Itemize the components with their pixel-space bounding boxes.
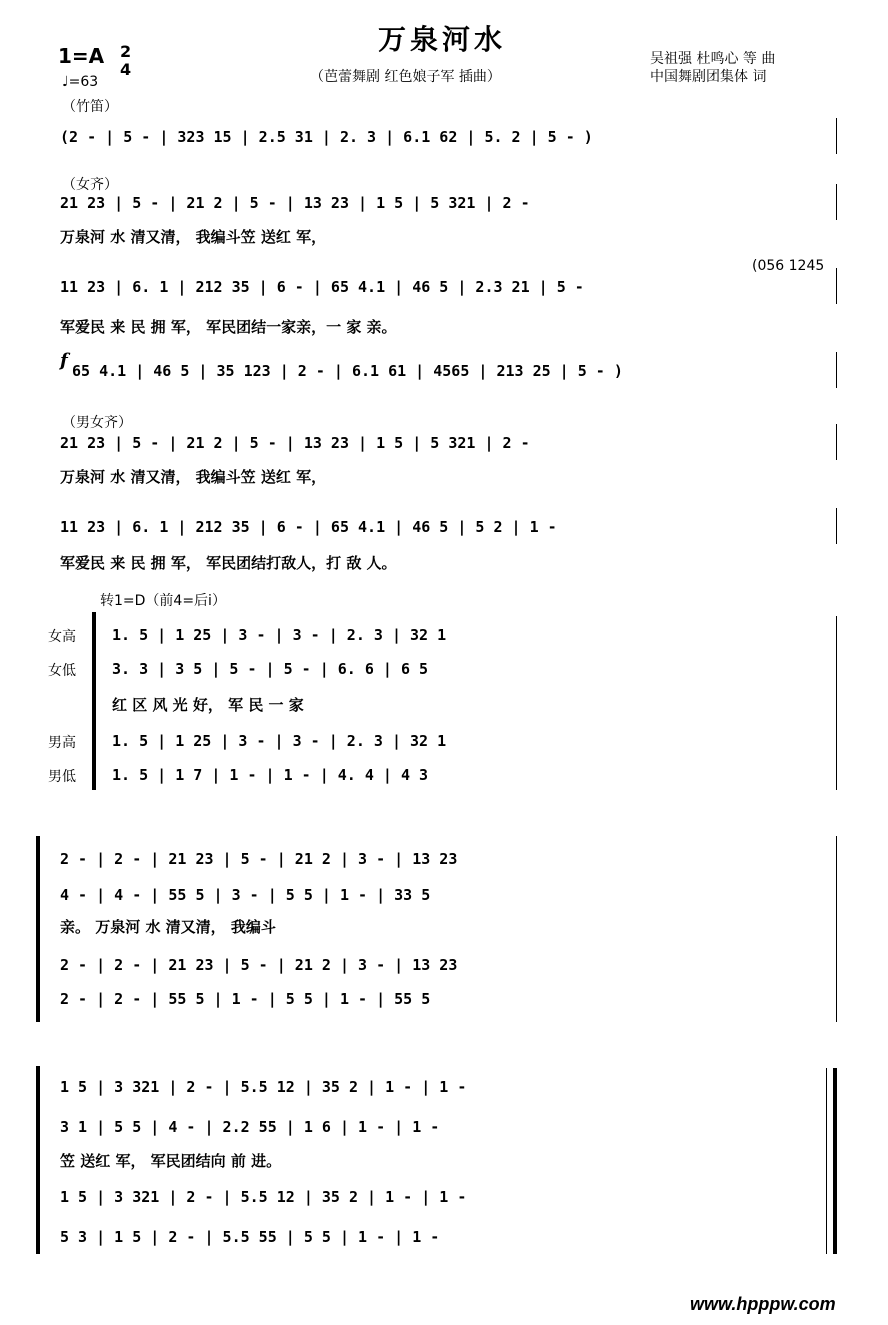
part-label-women-high: 女高 — [48, 629, 76, 645]
instrument-label: （竹笛） — [62, 99, 118, 115]
composer-credit: 吴祖强 杜鸣心 等 曲 — [650, 51, 776, 67]
barline — [836, 508, 837, 544]
notation-line: 1. 5 | 1 25 | 3 - | 3 - | 2. 3 | 32 1 — [112, 732, 447, 750]
notation-line: 1 5 | 3 321 | 2 - | 5.5 12 | 35 2 | 1 - | 1 - — [60, 1078, 467, 1096]
notation-line: 11 23 | 6. 1 | 212 35 | 6 - | 65 4.1 | 46 5 | 2.3 21 | 5 - — [60, 278, 584, 296]
notation-line: 1. 5 | 1 25 | 3 - | 3 - | 2. 3 | 32 1 — [112, 626, 447, 644]
lyric-line: 军爱民 来 民 拥 军， 军民团结打敌人，打 敌 人。 — [60, 554, 397, 572]
barline — [836, 836, 837, 1022]
notation-tail: (056 1245 — [752, 258, 825, 274]
barline — [836, 118, 837, 154]
final-barline-thick — [833, 1068, 837, 1254]
part-label-female-unison: （女齐） — [62, 177, 118, 193]
notation-line: 2 - | 2 - | 55 5 | 1 - | 5 5 | 1 - | 55 5 — [60, 990, 431, 1008]
lyric-line: 笠 送红 军， 军民团结向 前 进。 — [60, 1152, 282, 1170]
lyric-line: 万泉河 水 清又清， 我编斗笠 送红 军， — [60, 228, 327, 246]
notation-line: 4 - | 4 - | 55 5 | 3 - | 5 5 | 1 - | 33 5 — [60, 886, 431, 904]
barline — [836, 268, 837, 304]
notation-intro-line: (2 - | 5 - | 323 15 | 2.5 31 | 2. 3 | 6.1 62 | 5. 2 | 5 - ) — [60, 128, 593, 146]
system-bracket — [36, 836, 40, 1022]
notation-line: 1. 5 | 1 7 | 1 - | 1 - | 4. 4 | 4 3 — [112, 766, 429, 784]
barline — [836, 424, 837, 460]
notation-line: 3. 3 | 3 5 | 5 - | 5 - | 6. 6 | 6 5 — [112, 660, 429, 678]
watermark: www.hpppw.com — [690, 1294, 836, 1314]
barline — [836, 616, 837, 790]
system-bracket — [36, 1066, 40, 1254]
notation-line: 21 23 | 5 - | 21 2 | 5 - | 13 23 | 1 5 | 5 321 | 2 - — [60, 194, 530, 212]
subtitle: （芭蕾舞剧 红色娘子军 插曲） — [310, 69, 501, 85]
tempo-marking: ♩=63 — [62, 74, 99, 90]
final-barline-thin — [826, 1068, 827, 1254]
part-label-mixed-unison: （男女齐） — [62, 415, 132, 431]
barline — [836, 184, 837, 220]
lyric-line: 万泉河 水 清又清， 我编斗笠 送红 军， — [60, 468, 327, 486]
notation-line: 1 5 | 3 321 | 2 - | 5.5 12 | 35 2 | 1 - | 1 - — [60, 1188, 467, 1206]
notation-line: 5 3 | 1 5 | 2 - | 5.5 55 | 5 5 | 1 - | 1 - — [60, 1228, 440, 1246]
part-label-women-low: 女低 — [48, 663, 76, 679]
notation-line: 65 4.1 | 46 5 | 35 123 | 2 - | 6.1 61 | 4565 | 213 25 | 5 - ) — [72, 362, 623, 380]
notation-line: 2 - | 2 - | 21 23 | 5 - | 21 2 | 3 - | 13 23 — [60, 956, 458, 974]
notation-line: 2 - | 2 - | 21 23 | 5 - | 21 2 | 3 - | 13 23 — [60, 850, 458, 868]
system-bracket — [92, 612, 96, 790]
time-denominator: 4 — [120, 60, 132, 79]
lyricist-credit: 中国舞剧团集体 词 — [650, 69, 767, 85]
lyric-line: 红 区 风 光 好， 军 民 一 家 — [112, 696, 304, 714]
lyric-line: 亲。 万泉河 水 清又清， 我编斗 — [60, 918, 276, 936]
notation-line: 3 1 | 5 5 | 4 - | 2.2 55 | 1 6 | 1 - | 1 - — [60, 1118, 440, 1136]
barline — [836, 352, 837, 388]
lyric-line: 军爱民 来 民 拥 军， 军民团结一家亲，一 家 亲。 — [60, 318, 397, 336]
modulation-marking: 转1=D（前4=后i） — [100, 593, 226, 609]
notation-line: 21 23 | 5 - | 21 2 | 5 - | 13 23 | 1 5 | 5 321 | 2 - — [60, 434, 530, 452]
dynamic-marking: f — [60, 350, 68, 371]
notation-line: 11 23 | 6. 1 | 212 35 | 6 - | 65 4.1 | 46 5 | 5 2 | 1 - — [60, 518, 557, 536]
key-signature: 1=A — [58, 44, 105, 68]
song-title: 万泉河水 — [378, 23, 507, 56]
part-label-men-high: 男高 — [48, 735, 76, 751]
part-label-men-low: 男低 — [48, 769, 76, 785]
time-numerator: 2 — [120, 42, 132, 61]
